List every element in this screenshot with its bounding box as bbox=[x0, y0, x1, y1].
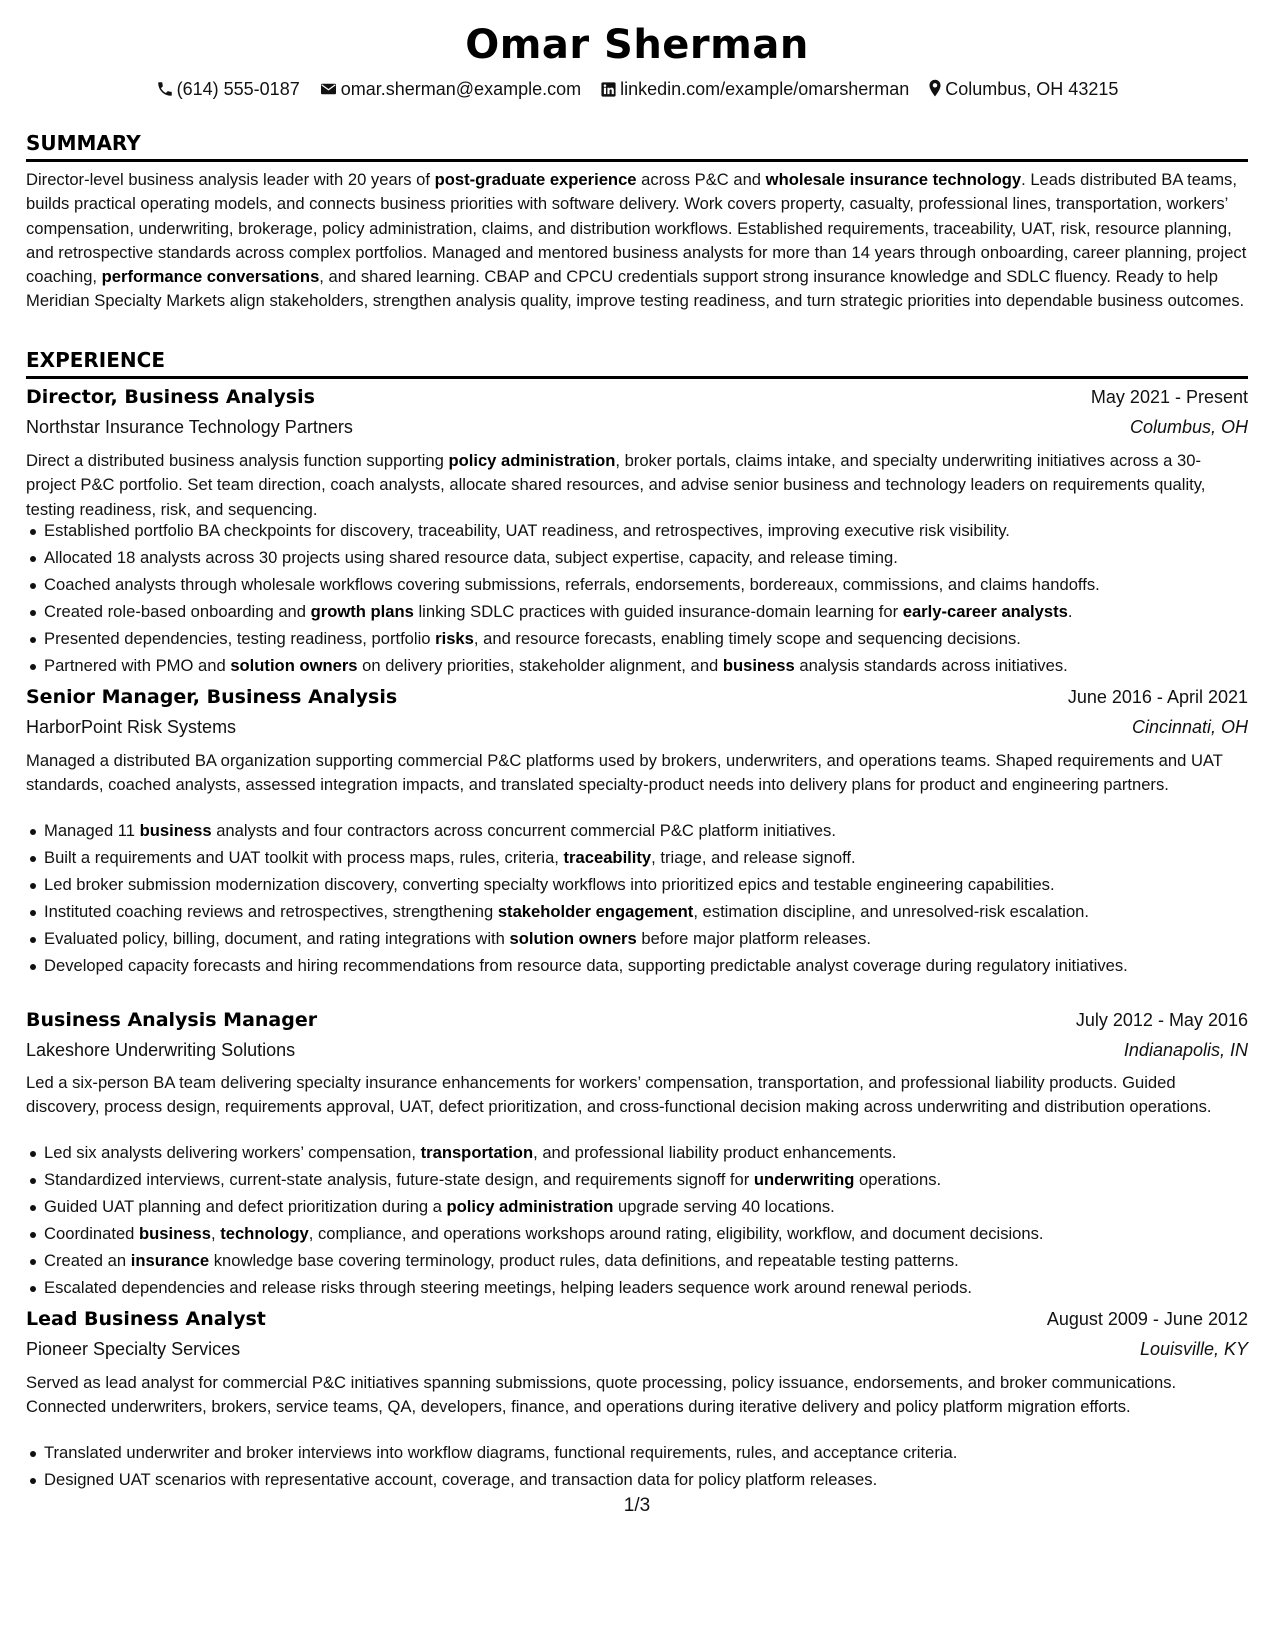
contact-email[interactable] bbox=[319, 79, 581, 100]
text-run: Established portfolio BA checkpoints for discovery, traceability, UAT readiness, and retrospectives, improving executive risk visibility. bbox=[44, 521, 1010, 540]
bold-text: wholesale insurance technology bbox=[765, 170, 1022, 189]
text-run: operations. bbox=[854, 1170, 942, 1189]
text-run: . bbox=[1067, 602, 1073, 621]
job-dates: June 2016 - April 2021 bbox=[1067, 687, 1248, 707]
bold-text: business bbox=[722, 656, 795, 675]
bold-text: technology bbox=[220, 1224, 309, 1243]
job-summary bbox=[26, 749, 1248, 798]
text-run: , bbox=[210, 1224, 221, 1243]
bullet-item bbox=[44, 573, 1266, 597]
text-run: on delivery priorities, stakeholder alignment, and bbox=[357, 656, 723, 675]
bold-text: traceability bbox=[563, 848, 652, 867]
job-bullets bbox=[26, 519, 1266, 681]
phone-text: (614) 555-0187 bbox=[176, 79, 300, 99]
text-run: , broker portals, claims intake, and specialty underwriting initiatives across a 30-project P&C portfolio. Set team direction, coach analysts, allocate shared resources, and advise senior business and technology leaders on requirements quality, testing readiness, risk, and sequencing. bbox=[26, 451, 1206, 519]
bullet-item bbox=[44, 546, 1266, 570]
job-title: Senior Manager, Business Analysis bbox=[26, 686, 398, 708]
job-company: Northstar Insurance Technology Partners bbox=[26, 417, 353, 437]
bullet-item bbox=[44, 1276, 1266, 1300]
text-run: , and shared learning. CBAP and CPCU credentials support strong insurance knowledge and SDLC fluency. Ready to help Meridian Specialty Markets align stakeholders, strengthen analysis quality, improve testing readiness, and turn strategic priorities into dependable business outcomes. bbox=[26, 267, 1245, 311]
bullet-item bbox=[44, 873, 1266, 897]
bullet-item bbox=[44, 1441, 1266, 1465]
job-summary bbox=[26, 1371, 1248, 1420]
text-run: Director-level business analysis leader with 20 years of bbox=[26, 170, 435, 189]
bold-text: early-career analysts bbox=[902, 602, 1068, 621]
summary-paragraph bbox=[26, 168, 1248, 314]
job-company: HarborPoint Risk Systems bbox=[26, 717, 237, 737]
text-run: Direct a distributed business analysis function supporting bbox=[26, 451, 449, 470]
text-run: Coached analysts through wholesale workflows covering submissions, referrals, endorsements, bordereaux, commissions, and claims handoffs. bbox=[44, 575, 1100, 594]
job-location: Cincinnati, OH bbox=[1131, 717, 1248, 737]
bold-text: business bbox=[139, 1224, 211, 1243]
location-text: Columbus, OH 43215 bbox=[945, 79, 1119, 99]
bold-text: performance conversations bbox=[101, 267, 320, 287]
experience-heading: EXPERIENCE bbox=[26, 348, 165, 372]
resume-page bbox=[26, 0, 1248, 1650]
page-number: 1/3 bbox=[623, 1495, 651, 1516]
bold-text: solution owners bbox=[230, 656, 358, 675]
text-run: analysis standards across initiatives. bbox=[794, 656, 1068, 675]
text-run: Coordinated bbox=[44, 1224, 140, 1243]
text-run: , and resource forecasts, enabling timely scope and sequencing decisions. bbox=[473, 629, 1021, 648]
bold-text: underwriting bbox=[753, 1170, 855, 1189]
text-run: Designed UAT scenarios with representative account, coverage, and transaction data for policy platform releases. bbox=[44, 1470, 878, 1489]
text-run: Led six analysts delivering workers’ compensation, bbox=[44, 1143, 421, 1162]
bullet-item bbox=[44, 519, 1266, 543]
text-run: Managed a distributed BA organization supporting commercial P&C platforms used by brokers, underwriters, and operations teams. Shaped requirements and UAT standards, coached analysts, assessed integration impacts, and translated specialty-product needs into delivery plans for product and engineering partners. bbox=[26, 751, 1223, 795]
text-run: . Leads distributed BA teams, builds practical operating models, and connects business priorities with software delivery. Work covers property, casualty, professional lines, transportation, workers’ compensation, underwriting, brokerage, policy administration, claims, and distribution workflows. Established requirements, traceability, UAT, risk, resource planning, and retrospective standards across complex portfolios. Managed and mentored business analysts for more than 14 years through onboarding, career planning, project coaching, bbox=[26, 170, 1247, 287]
bold-text: growth plans bbox=[310, 602, 414, 621]
text-run: Presented dependencies, testing readiness, portfolio bbox=[44, 629, 436, 648]
job-bullets bbox=[26, 819, 1266, 981]
bold-text: transportation bbox=[420, 1143, 534, 1162]
job-summary bbox=[26, 1071, 1248, 1120]
text-run: , triage, and release signoff. bbox=[651, 848, 856, 867]
bullet-item bbox=[44, 627, 1266, 651]
bullet-item bbox=[44, 846, 1266, 870]
bullet-item bbox=[44, 927, 1266, 951]
text-run: Created role-based onboarding and bbox=[44, 602, 311, 621]
candidate-name: Omar Sherman bbox=[465, 22, 809, 68]
text-run: , and professional liability product enhancements. bbox=[533, 1143, 897, 1162]
bold-text: insurance bbox=[130, 1251, 210, 1270]
bold-text: business bbox=[139, 821, 212, 840]
text-run: Standardized interviews, current-state analysis, future-state design, and requirements signoff for bbox=[44, 1170, 754, 1189]
text-run: Managed 11 bbox=[44, 821, 140, 840]
bullet-item bbox=[44, 1195, 1266, 1219]
text-run: Translated underwriter and broker interviews into workflow diagrams, functional requirements, rules, and acceptance criteria. bbox=[44, 1443, 958, 1462]
text-run: Served as lead analyst for commercial P&C initiatives spanning submissions, quote processing, policy issuance, endorsements, and broker communications. Connected underwriters, brokers, service teams, QA, developers, finance, and operations during iterative delivery and policy platform migration efforts. bbox=[26, 1373, 1177, 1417]
phone-icon bbox=[156, 80, 174, 98]
text-run: upgrade serving 40 locations. bbox=[613, 1197, 835, 1216]
bullet-item bbox=[44, 1249, 1266, 1273]
contact-linkedin[interactable] bbox=[600, 79, 909, 100]
text-run: Built a requirements and UAT toolkit with process maps, rules, criteria, bbox=[44, 848, 564, 867]
text-run: , estimation discipline, and unresolved-risk escalation. bbox=[693, 902, 1090, 921]
map-pin-icon bbox=[928, 79, 942, 98]
job-location: Louisville, KY bbox=[1139, 1339, 1248, 1359]
bold-text: policy administration bbox=[446, 1197, 614, 1216]
text-run: Developed capacity forecasts and hiring recommendations from resource data, supporting predictable analyst coverage during regulatory initiatives. bbox=[44, 956, 1128, 975]
job-title: Lead Business Analyst bbox=[26, 1308, 266, 1330]
envelope-icon bbox=[319, 80, 338, 98]
text-run: Instituted coaching reviews and retrospectives, strengthening bbox=[44, 902, 498, 921]
text-run: Guided UAT planning and defect prioritization during a bbox=[44, 1197, 447, 1216]
text-run: Led a six-person BA team delivering specialty insurance enhancements for workers’ compensation, transportation, and professional liability products. Guided discovery, process design, requirements approval, UAT, defect prioritization, and cross-functional decision making across underwriting and distribution operations. bbox=[26, 1073, 1212, 1117]
experience-divider bbox=[26, 376, 1248, 379]
bold-text: stakeholder engagement bbox=[497, 902, 694, 921]
job-title: Business Analysis Manager bbox=[26, 1009, 318, 1031]
email-text: omar.sherman@example.com bbox=[340, 79, 582, 99]
text-run: Partnered with PMO and bbox=[44, 656, 231, 675]
bold-text: solution owners bbox=[509, 929, 637, 948]
linkedin-text: linkedin.com/example/omarsherman bbox=[620, 79, 910, 99]
text-run: Evaluated policy, billing, document, and rating integrations with bbox=[44, 929, 510, 948]
bullet-item bbox=[44, 1168, 1266, 1192]
text-run: across P&C and bbox=[636, 170, 766, 189]
job-dates: May 2021 - Present bbox=[1090, 387, 1248, 407]
job-dates: August 2009 - June 2012 bbox=[1046, 1309, 1248, 1329]
job-location: Columbus, OH bbox=[1129, 417, 1248, 437]
text-run: Escalated dependencies and release risks through steering meetings, helping leaders sequence work around renewal periods. bbox=[44, 1278, 972, 1297]
job-summary bbox=[26, 449, 1248, 522]
job-dates: July 2012 - May 2016 bbox=[1075, 1010, 1248, 1030]
linkedin-icon bbox=[600, 81, 617, 98]
text-run: knowledge base covering terminology, product rules, data definitions, and repeatable testing patterns. bbox=[209, 1251, 959, 1270]
bullet-item bbox=[44, 1222, 1266, 1246]
bold-text: policy administration bbox=[448, 451, 616, 470]
text-run: analysts and four contractors across concurrent commercial P&C platform initiatives. bbox=[211, 821, 836, 840]
bullet-item bbox=[44, 600, 1266, 624]
bullet-item bbox=[44, 819, 1266, 843]
job-company: Lakeshore Underwriting Solutions bbox=[26, 1040, 296, 1060]
job-location: Indianapolis, IN bbox=[1123, 1040, 1248, 1060]
text-run: before major platform releases. bbox=[636, 929, 872, 948]
job-bullets bbox=[26, 1141, 1266, 1303]
text-run: Created an bbox=[44, 1251, 131, 1270]
text-run: Led broker submission modernization discovery, converting specialty workflows into prioritized epics and testable engineering capabilities. bbox=[44, 875, 1055, 894]
contact-location bbox=[928, 79, 1118, 100]
bullet-item bbox=[44, 954, 1266, 978]
text-run: Allocated 18 analysts across 30 projects using shared resource data, subject expertise, capacity, and release timing. bbox=[44, 548, 898, 567]
bullet-item bbox=[44, 900, 1266, 924]
text-run: linking SDLC practices with guided insurance-domain learning for bbox=[413, 602, 903, 621]
bullet-item bbox=[44, 654, 1266, 678]
bold-text: post-graduate experience bbox=[434, 170, 637, 189]
job-bullets bbox=[26, 1441, 1266, 1495]
summary-heading: SUMMARY bbox=[26, 131, 141, 155]
bold-text: risks bbox=[435, 629, 474, 648]
job-title: Director, Business Analysis bbox=[26, 386, 315, 408]
bullet-item bbox=[44, 1468, 1266, 1492]
contact-line bbox=[26, 79, 1248, 100]
summary-divider bbox=[26, 159, 1248, 162]
contact-phone bbox=[156, 79, 300, 100]
job-company: Pioneer Specialty Services bbox=[26, 1339, 241, 1359]
text-run: , compliance, and operations workshops around rating, eligibility, workflow, and document decisions. bbox=[308, 1224, 1044, 1243]
bullet-item bbox=[44, 1141, 1266, 1165]
